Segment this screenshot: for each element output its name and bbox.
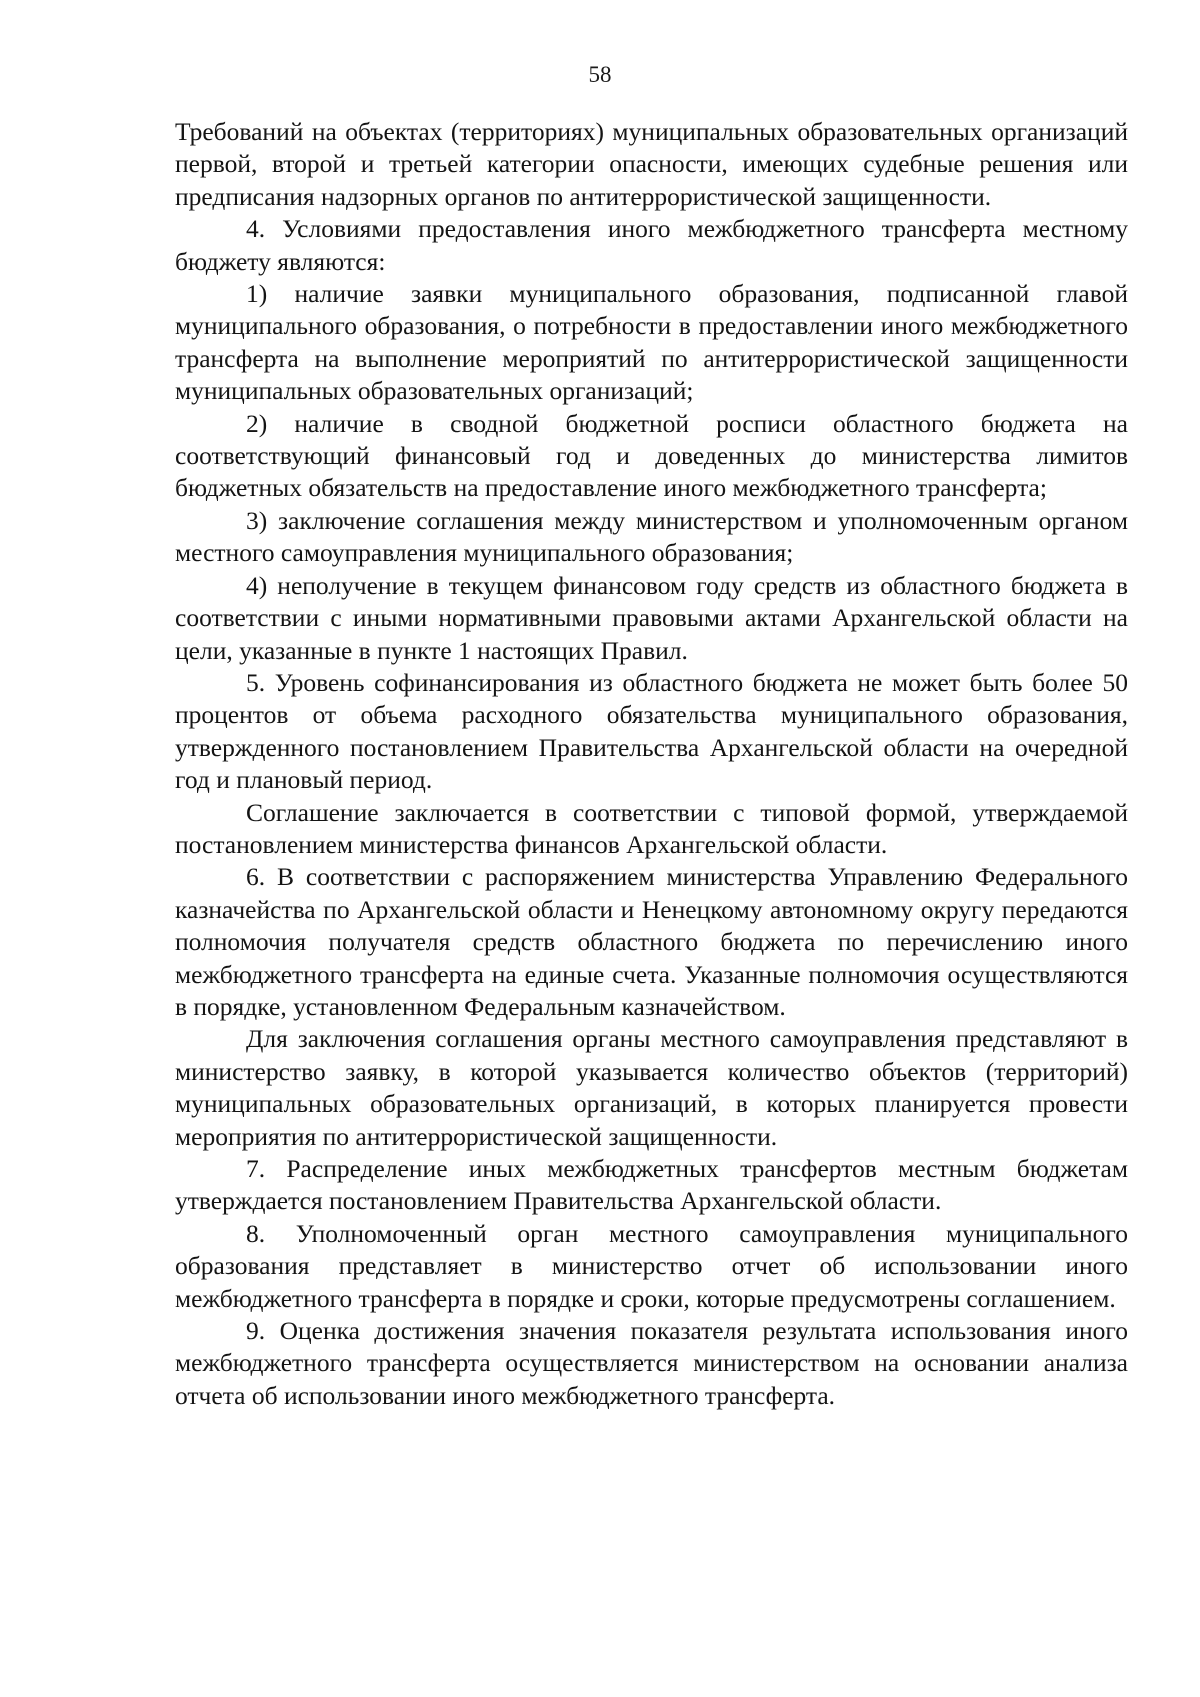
paragraph-agreement: Соглашение заключается в соответствии с типовой формой, утверждаемой постановлением министерства финансов Архангельской области.	[175, 797, 1128, 859]
paragraph-item-4: 4. Условиями предоставления иного межбюджетного трансферта местному бюджету являются:	[175, 214, 1128, 276]
paragraph-subitem-4: 4) неполучение в текущем финансовом году средств из областного бюджета в соответствии с иными нормативными правовыми актами Архангельской области на цели, указанные в пункте 1 настоящих Правил.	[175, 570, 1128, 665]
page-number: 58	[588, 62, 612, 87]
paragraph-continuation: Требований на объектах (территориях) муниципальных образовательных организаций первой, второй и третьей категории опасности, имеющих судебные решения или предписания надзорных органов по антитеррористической защищенности.	[175, 117, 1128, 211]
paragraph-item-9: 9. Оценка достижения значения показателя результата использования иного межбюджетного трансферта осуществляется министерством на основании анализа отчета об использовании иного межбюджетного трансферта.	[175, 1316, 1128, 1410]
paragraph-subitem-1: 1) наличие заявки муниципального образования, подписанной главой муниципального образования, о потребности в предоставлении иного межбюджетного трансферта на выполнение мероприятий по антитеррористической защищенности муниципальных образовательных организаций;	[175, 279, 1128, 406]
paragraph-item-8: 8. Уполномоченный орган местного самоуправления муниципального образования представляет в министерство отчет об использовании иного межбюджетного трансферта в порядке и сроки, которые предусмотрены соглашением.	[175, 1218, 1128, 1313]
paragraph-item-5: 5. Уровень софинансирования из областного бюджета не может быть более 50 процентов от объема расходного обязательства муниципального образования, утвержденного постановлением Правительства Архангельской области на очередной год и плановый период.	[175, 667, 1128, 795]
paragraph-subitem-2: 2) наличие в сводной бюджетной росписи областного бюджета на соответствующий финансовый год и доведенных до министерства лимитов бюджетных обязательств на предоставление иного межбюджетного трансферта;	[175, 408, 1128, 503]
paragraph-item-6: 6. В соответствии с распоряжением министерства Управлению Федерального казначейства по Архангельской области и Ненецкому автономному округу передаются полномочия получателя средств областного бюджета по перечислению иного межбюджетного трансферта на единые счета. Указанные полномочия осуществляются в порядке, установленном Федеральным казначейством.	[175, 862, 1128, 1021]
document-body	[175, 116, 1128, 1412]
paragraph-subitem-3: 3) заключение соглашения между министерством и уполномоченным органом местного самоуправления муниципального образования;	[175, 505, 1128, 568]
paragraph-item-7: 7. Распределение иных межбюджетных трансфертов местным бюджетам утверждается постановлением Правительства Архангельской области.	[175, 1154, 1128, 1216]
paragraph-application: Для заключения соглашения органы местного самоуправления представляют в министерство заявку, в которой указывается количество объектов (территорий) муниципальных образовательных организаций, в которых планируется провести мероприятия по антитеррористической защищенности.	[175, 1024, 1128, 1151]
